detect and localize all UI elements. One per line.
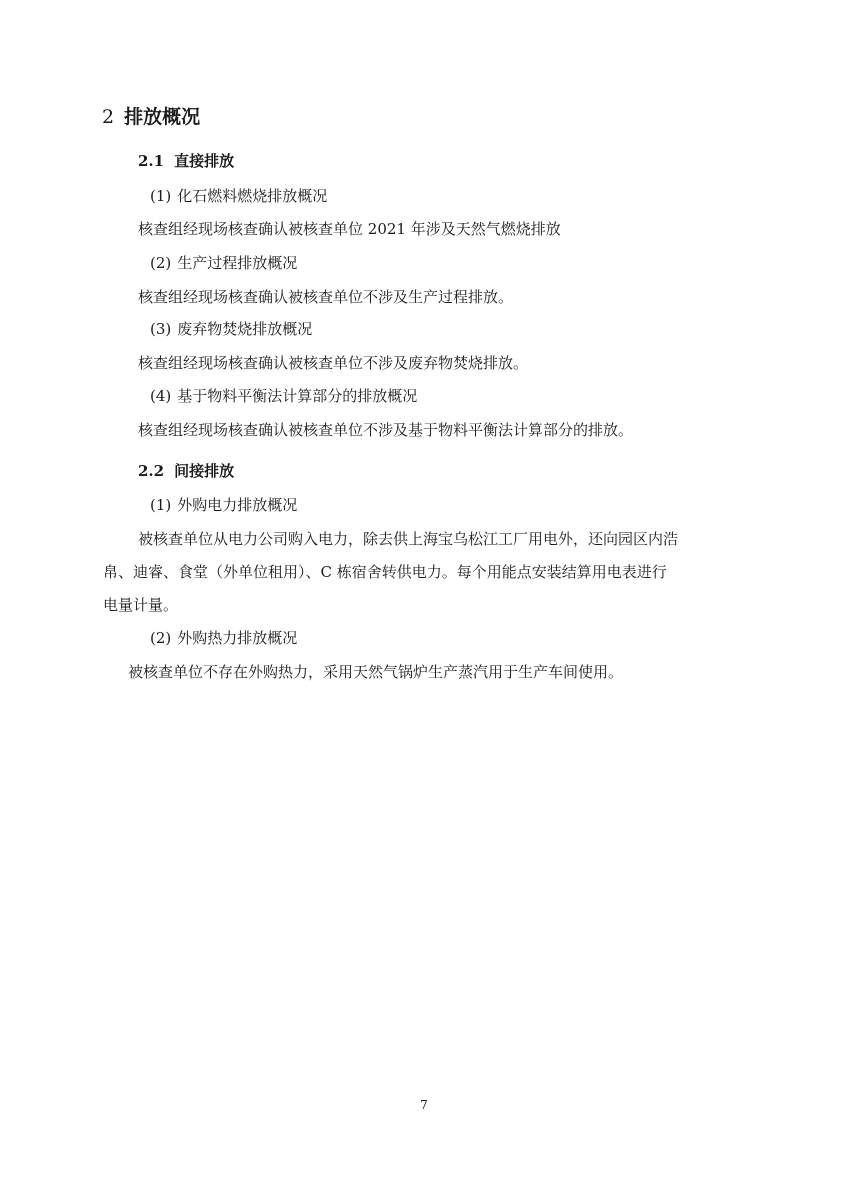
list-marker: (2) xyxy=(150,254,172,272)
list-marker: (3) xyxy=(150,320,172,338)
list-item-heading xyxy=(150,252,297,273)
subsection-number: 2.2 xyxy=(138,462,165,480)
section-title: 排放概况 xyxy=(124,106,201,128)
paragraph: 被核查单位不存在外购热力，采用天然气锅炉生产蒸汽用于生产车间使用。 xyxy=(128,663,624,681)
paragraph-line: 帛、迪睿、食堂（外单位租用）、C 栋宿舍转供电力。每个用能点安装结算用电表进行 xyxy=(103,563,667,581)
paragraph: 核查组经现场核查确认被核查单位不涉及生产过程排放。 xyxy=(138,288,514,306)
paragraph-line: 被核查单位从电力公司购入电力，除去供上海宝乌松江工厂用电外，还向园区内浩 xyxy=(138,530,679,548)
list-heading-text: 生产过程排放概况 xyxy=(177,254,298,272)
list-heading-text: 外购热力排放概况 xyxy=(177,629,298,647)
subsection-title: 间接排放 xyxy=(174,462,235,480)
paragraph: 核查组经现场核查确认被核查单位不涉及基于物料平衡法计算部分的排放。 xyxy=(138,421,634,439)
section-number: 2 xyxy=(102,106,115,128)
subsection-heading-indirect xyxy=(138,460,234,481)
paragraph: 核查组经现场核查确认被核查单位不涉及废弃物焚烧排放。 xyxy=(138,354,529,372)
list-heading-text: 废弃物焚烧排放概况 xyxy=(177,320,313,338)
paragraph-line: 电量计量。 xyxy=(103,596,179,614)
list-item-heading xyxy=(150,385,417,406)
paragraph: 核查组经现场核查确认被核查单位 2021 年涉及天然气燃烧排放 xyxy=(138,220,561,238)
section-heading xyxy=(102,102,200,129)
list-heading-text: 基于物料平衡法计算部分的排放概况 xyxy=(177,387,418,405)
list-item-heading xyxy=(150,185,327,206)
list-item-heading xyxy=(150,627,297,648)
subsection-title: 直接排放 xyxy=(174,152,235,170)
subsection-number: 2.1 xyxy=(138,152,165,170)
list-item-heading xyxy=(150,494,297,515)
list-heading-text: 外购电力排放概况 xyxy=(177,496,298,514)
list-item-heading xyxy=(150,318,312,339)
subsection-heading-direct xyxy=(138,150,234,171)
list-marker: (1) xyxy=(150,187,172,205)
list-marker: (2) xyxy=(150,629,172,647)
list-marker: (1) xyxy=(150,496,172,514)
list-heading-text: 化石燃料燃烧排放概况 xyxy=(177,187,328,205)
list-marker: (4) xyxy=(150,387,172,405)
page-number: 7 xyxy=(420,1098,428,1112)
